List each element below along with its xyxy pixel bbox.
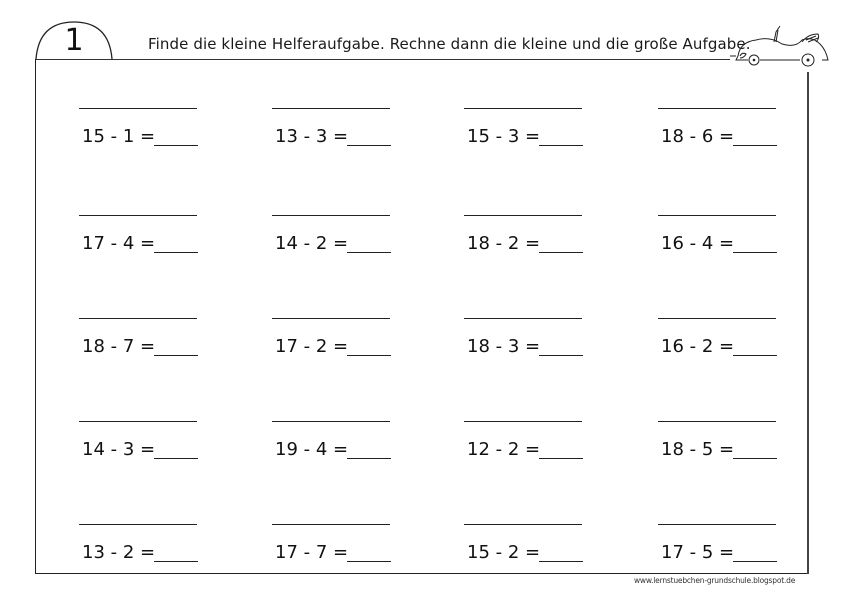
answer-blank[interactable] [539,252,583,253]
equation: 18 - 6 = [661,126,735,147]
equation: 16 - 2 = [661,336,735,357]
car-icon [730,22,830,74]
answer-blank[interactable] [347,252,391,253]
exercise-item [79,524,199,584]
exercise-item [658,421,778,481]
answer-blank[interactable] [347,355,391,356]
exercise-item [79,318,199,378]
answer-blank[interactable] [154,458,198,459]
answer-blank[interactable] [154,145,198,146]
answer-blank[interactable] [154,355,198,356]
answer-blank[interactable] [347,145,391,146]
helper-task-line[interactable] [272,215,390,216]
exercise-item [272,108,392,168]
equation: 14 - 3 = [82,439,156,460]
helper-task-line[interactable] [79,524,197,525]
equation: 17 - 5 = [661,542,735,563]
exercise-item [464,318,584,378]
answer-blank[interactable] [539,355,583,356]
exercise-item [658,108,778,168]
helper-task-line[interactable] [464,524,582,525]
exercise-item [79,215,199,275]
equation: 15 - 3 = [467,126,541,147]
helper-task-line[interactable] [79,215,197,216]
equation: 17 - 4 = [82,233,156,254]
equation: 17 - 7 = [275,542,349,563]
source-footer: www.lernstuebchen-grundschule.blogspot.de [634,576,796,585]
helper-task-line[interactable] [464,318,582,319]
equation: 19 - 4 = [275,439,349,460]
exercise-item [272,215,392,275]
answer-blank[interactable] [154,561,198,562]
helper-task-line[interactable] [464,421,582,422]
equation: 16 - 4 = [661,233,735,254]
answer-blank[interactable] [733,145,777,146]
frame-right-border [807,72,809,574]
frame-left-border [35,59,36,574]
exercise-item [79,108,199,168]
helper-task-line[interactable] [658,318,776,319]
exercise-item [272,421,392,481]
equation: 18 - 3 = [467,336,541,357]
exercise-item [464,421,584,481]
exercise-item [464,215,584,275]
equation: 12 - 2 = [467,439,541,460]
equation: 15 - 1 = [82,126,156,147]
task-number: 1 [64,23,84,58]
exercise-item [79,421,199,481]
answer-blank[interactable] [733,458,777,459]
helper-task-line[interactable] [79,421,197,422]
answer-blank[interactable] [539,458,583,459]
helper-task-line[interactable] [658,524,776,525]
helper-task-line[interactable] [464,215,582,216]
answer-blank[interactable] [539,145,583,146]
equation: 13 - 2 = [82,542,156,563]
helper-task-line[interactable] [272,524,390,525]
exercise-item [658,524,778,584]
instruction-text: Finde die kleine Helferaufgabe. Rechne dann die kleine und die große Aufgabe. [148,35,751,53]
helper-task-line[interactable] [272,108,390,109]
equation: 13 - 3 = [275,126,349,147]
answer-blank[interactable] [733,355,777,356]
equation: 15 - 2 = [467,542,541,563]
exercise-item [658,318,778,378]
equation: 18 - 2 = [467,233,541,254]
helper-task-line[interactable] [79,108,197,109]
equation: 14 - 2 = [275,233,349,254]
answer-blank[interactable] [347,458,391,459]
exercise-item [658,215,778,275]
exercise-item [464,108,584,168]
answer-blank[interactable] [347,561,391,562]
exercise-item [464,524,584,584]
answer-blank[interactable] [154,252,198,253]
exercise-item [272,524,392,584]
answer-blank[interactable] [733,561,777,562]
equation: 17 - 2 = [275,336,349,357]
answer-blank[interactable] [733,252,777,253]
helper-task-line[interactable] [658,215,776,216]
helper-task-line[interactable] [658,421,776,422]
helper-task-line[interactable] [79,318,197,319]
helper-task-line[interactable] [272,421,390,422]
exercise-item [272,318,392,378]
helper-task-line[interactable] [658,108,776,109]
helper-task-line[interactable] [464,108,582,109]
equation: 18 - 7 = [82,336,156,357]
equation: 18 - 5 = [661,439,735,460]
frame-top-border [35,59,730,60]
helper-task-line[interactable] [272,318,390,319]
answer-blank[interactable] [539,561,583,562]
